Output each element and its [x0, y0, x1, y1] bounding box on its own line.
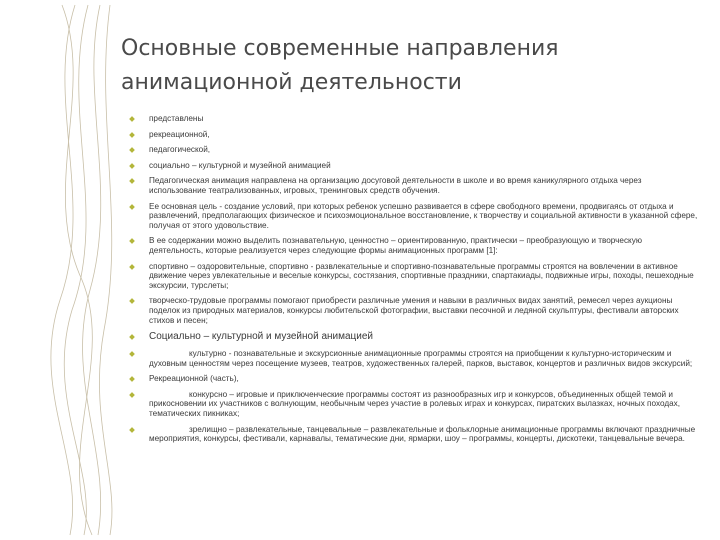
bullet-diamond-icon — [129, 204, 135, 210]
bullet-diamond-icon — [129, 264, 135, 270]
bullet-diamond-icon — [129, 298, 135, 304]
list-item — [128, 161, 698, 171]
bullet-diamond-icon — [129, 376, 135, 382]
list-item — [128, 262, 698, 291]
list-item — [128, 374, 698, 384]
bullet-diamond-icon — [129, 239, 135, 245]
list-item-text: спортивно – оздоровительные, спортивно - развлекательные и спортивно-познавательные программы строятся на вовлечении в активное движение через увлекательные и веселые конкурсы, состязания, спортивные праздники, спартакиады, подвижные игры, походы, пешеходные экскурсии, турслеты; — [149, 261, 694, 290]
list-item-text: рекреационной, — [149, 129, 210, 139]
list-item-text: Социально – культурной и музейной анимацией — [149, 331, 374, 343]
bullet-list — [128, 114, 698, 444]
list-item — [128, 390, 698, 419]
page-title-line-2: анимационной деятельности — [121, 70, 462, 95]
list-item-text: Ее основная цель - создание условий, при которых ребенок успешно развивается в сфере свободного времени, продвигаясь от отдыха и развлечений, предполагающих физическое и психоэмоциональное восстановление, к творчеству и социальной активности в указанной сфере, получая от этого удовольствие. — [149, 201, 698, 230]
list-item — [128, 176, 698, 195]
list-item-text: представлены — [149, 114, 204, 123]
list-item-text: зрелищно – развлекательные, танцевальные – развлекательные и фольклорные анимационные программы включают праздничные мероприятия, конкурсы, фестивали, карнавалы, тематические дни, ярмарки, шоу – программы, концерты, дискотеки, танцевальные вечера. — [149, 424, 696, 444]
list-item — [128, 236, 698, 255]
list-item-text: Рекреационной (часть), — [149, 374, 239, 384]
list-item-text: конкурсно – игровые и приключенческие программы состоят из разнообразных игр и конкурсов, объединенных общей темой и прикосновении их участников с волнующим, необычным через участие в ролевых играх и конкурсах, пиратских вылазках, ночных походах, тематических пикниках; — [149, 389, 681, 419]
list-item — [128, 425, 698, 444]
page-title-line-1: Основные современные направления — [121, 36, 559, 61]
list-item — [128, 349, 698, 368]
bullet-diamond-icon — [129, 132, 135, 138]
content-area — [128, 114, 698, 450]
list-item — [128, 202, 698, 231]
list-item — [128, 296, 698, 325]
list-item-text: культурно - познавательные и экскурсионные анимационные программы строятся на приобщении к культурно-историческим и духовным ценностям через посещение музеев, театров, художественных галерей, парков, выставок, концертов и различных видов экскурсий; — [149, 349, 693, 368]
bullet-diamond-icon — [129, 334, 135, 340]
page-title — [121, 32, 681, 100]
bullet-diamond-icon — [129, 163, 135, 169]
list-item-text: Педагогическая анимация направлена на организацию досуговой деятельности в школе и во время каникулярного отдыха через использование театрализованных, игровых, тренинговых средств обучения. — [149, 176, 642, 195]
list-item — [128, 130, 698, 140]
list-item-text: В ее содержании можно выделить познавательную, ценностно – ориентированную, практически – преобразующую и творческую деятельность, которые реализуется через следующие формы анимационных программ [1]: — [149, 236, 642, 255]
bullet-diamond-icon — [129, 179, 135, 185]
list-item-text: педагогической, — [149, 145, 211, 155]
bullet-diamond-icon — [129, 116, 135, 122]
list-item-text: социально – культурной и музейной анимацией — [149, 160, 331, 170]
bullet-diamond-icon — [129, 427, 135, 433]
bullet-diamond-icon — [129, 147, 135, 153]
bullet-diamond-icon — [129, 351, 135, 357]
list-item — [128, 114, 698, 124]
list-item — [128, 331, 698, 343]
bullet-diamond-icon — [129, 392, 135, 398]
list-item — [128, 145, 698, 155]
list-item-text: творческо-трудовые программы помогают приобрести различные умения и навыки в различных видах занятий, ремесел через аукционы поделок из природных материалов, конкурсы любительской фотографии, выставки песочной и ледяной скульптуры, фестивали авторских стихов и песен; — [149, 296, 679, 325]
